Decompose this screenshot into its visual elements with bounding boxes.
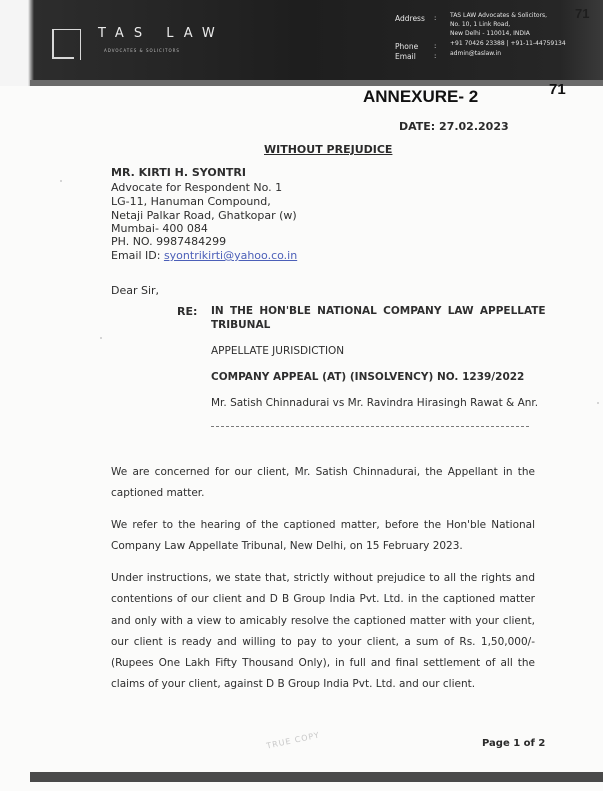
footer-rule — [30, 772, 603, 782]
re-jurisdiction: APPELLATE JURISDICTION — [211, 345, 345, 357]
scan-speck — [597, 402, 599, 404]
re-appeal-number: COMPANY APPEAL (AT) (INSOLVENCY) NO. 1239/2022 — [211, 371, 525, 383]
recipient-line-2: LG-11, Hanuman Compound, — [111, 195, 271, 208]
true-copy-stamp: TRUE COPY — [265, 730, 321, 751]
phone-label: Phone — [395, 42, 419, 51]
phone-value: +91 70426 23388 | +91-11-44759134 — [450, 40, 566, 47]
letter-heading: WITHOUT PREJUDICE — [264, 143, 393, 156]
scan-speck — [60, 180, 62, 182]
recipient-email-row — [111, 249, 297, 262]
address-colon: : — [434, 14, 437, 22]
firm-name: TAS LAW — [98, 26, 225, 41]
firm-logo-icon-bottom — [52, 57, 74, 59]
firm-tagline: ADVOCATES & SOLICITORS — [104, 48, 180, 53]
address-line-1: TAS LAW Advocates & Solicitors, — [450, 12, 548, 19]
paragraph-1: We are concerned for our client, Mr. Satish Chinnadurai, the Appellant in the captioned matter. — [111, 466, 535, 500]
recipient-email-label: Email ID: — [111, 249, 164, 262]
recipient-line-3: Netaji Palkar Road, Ghatkopar (w) — [111, 209, 297, 222]
address-line-2: No. 10, 1 Link Road, — [450, 21, 511, 28]
re-label: RE: — [177, 305, 198, 318]
address-line-3: New Delhi - 110014, INDIA — [450, 30, 530, 37]
recipient-email-link[interactable]: syontrikirti@yahoo.co.in — [163, 249, 298, 262]
paragraph-3: Under instructions, we state that, strictly without prejudice to all the rights and contentions of our client and D B Group India Pvt. Ltd. in the captioned matter and only with a view to amicably resolve the captioned matter with your client, our client is ready and willing to pay to your client, a sum of Rs. 1,50,000/- (Rupees One Lakh Fifty Thousand Only), in full and final settlement of all the claims of your client, against D B Group India Pvt. Ltd. and our client. — [111, 572, 535, 691]
salutation: Dear Sir, — [111, 284, 160, 297]
annexure-number: 71 — [549, 81, 566, 98]
page-label: Page 1 of 2 — [482, 738, 546, 749]
corner-page-number: 71 — [575, 6, 590, 21]
annexure-title: ANNEXURE- 2 — [363, 87, 479, 106]
re-line-2: TRIBUNAL — [211, 319, 271, 331]
paragraph-2: We refer to the hearing of the captioned matter, before the Hon'ble National Company Law Appellate Tribunal, New Delhi, on 15 February 2023. — [111, 519, 535, 553]
address-label: Address — [395, 14, 425, 23]
recipient-line-1: Advocate for Respondent No. 1 — [111, 181, 283, 194]
recipient-name: MR. KIRTI H. SYONTRI — [111, 166, 246, 179]
email-colon: : — [434, 52, 437, 60]
letterhead-shadow — [30, 80, 603, 86]
email-label: Email — [395, 52, 416, 61]
recipient-line-5: PH. NO. 9987484299 — [111, 235, 227, 248]
re-line-1: IN THE HON'BLE NATIONAL COMPANY LAW APPELLATE — [211, 305, 546, 317]
email-value: admin@taslaw.in — [450, 50, 502, 57]
letter-date: DATE: 27.02.2023 — [399, 120, 509, 133]
re-parties: Mr. Satish Chinnadurai vs Mr. Ravindra Hirasingh Rawat & Anr. — [211, 397, 539, 409]
phone-colon: : — [434, 42, 437, 50]
firm-logo-icon — [52, 29, 81, 60]
scan-speck — [100, 337, 102, 339]
recipient-line-4: Mumbai- 400 084 — [111, 222, 208, 235]
firm-logo-icon-left — [52, 29, 54, 59]
re-separator — [211, 426, 529, 427]
